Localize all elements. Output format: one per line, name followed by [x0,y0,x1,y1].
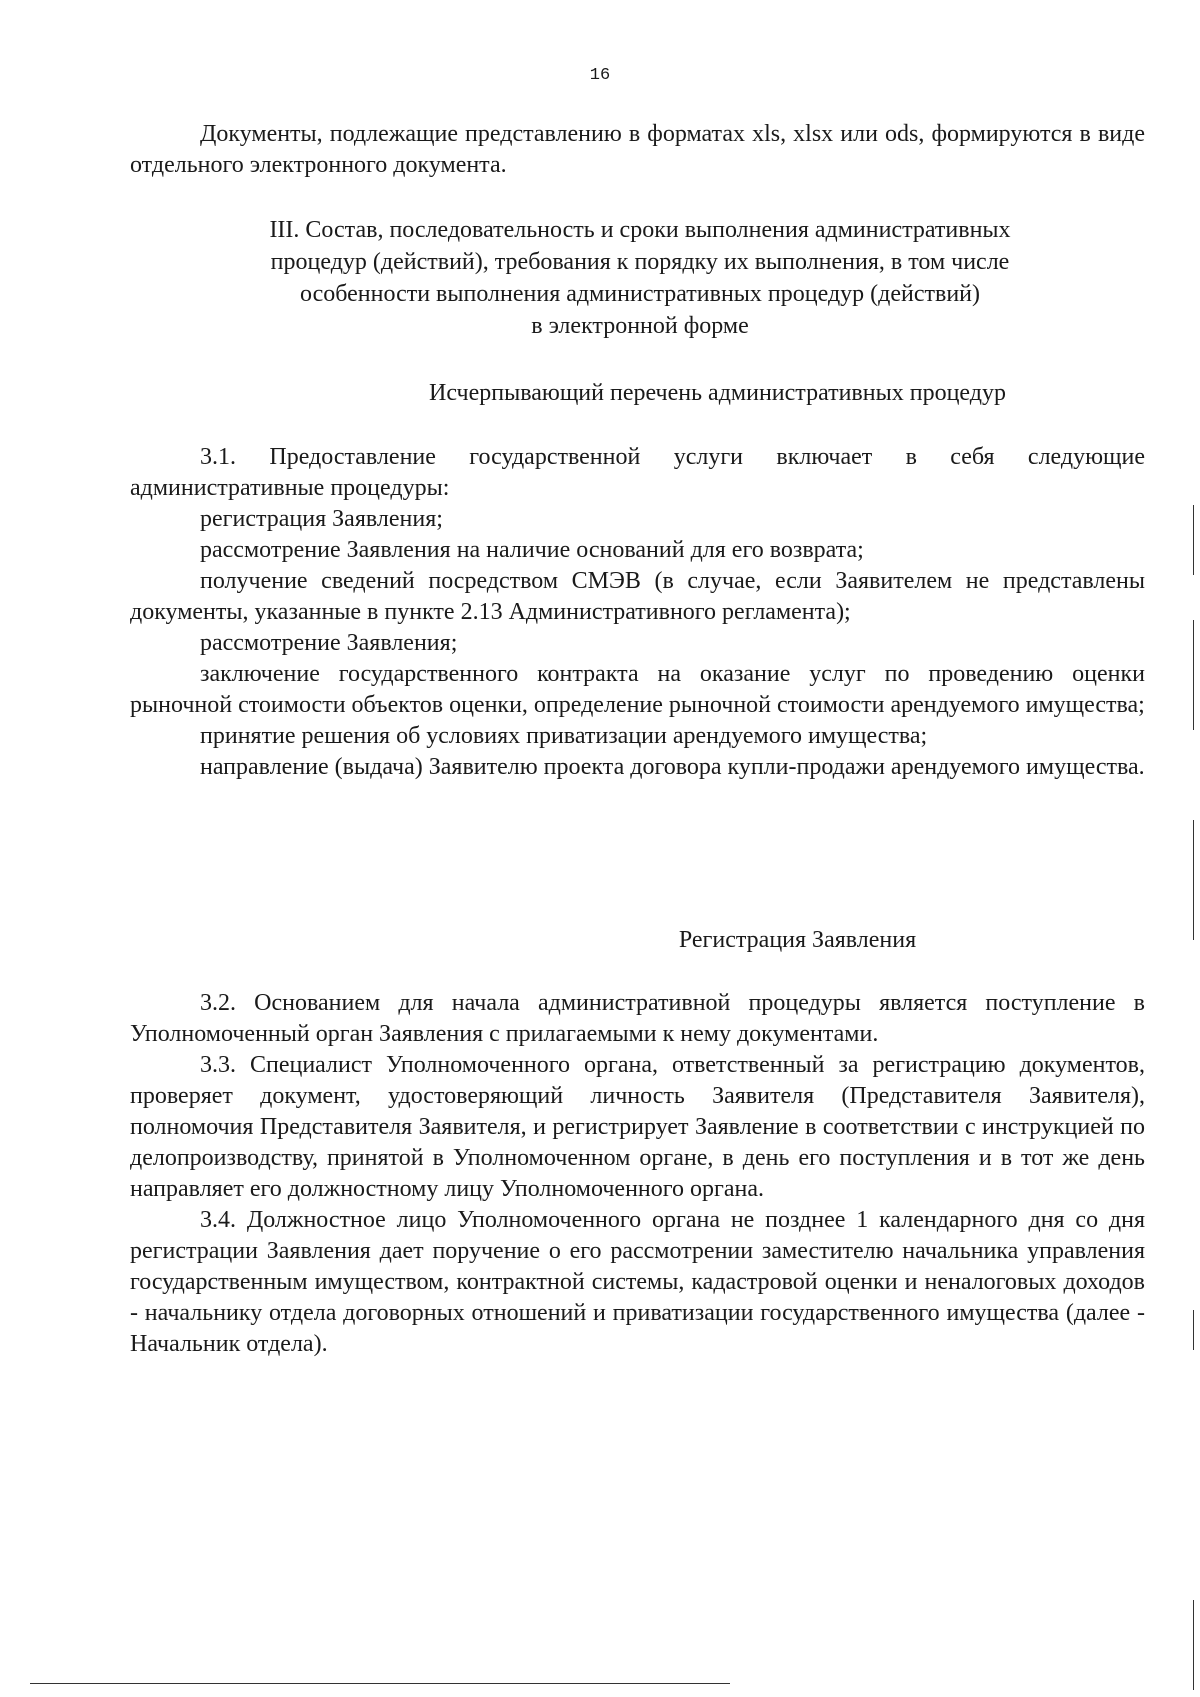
procedure-item: направление (выдача) Заявителю проекта договора купли-продажи арендуемого имущества. [200,754,1145,780]
section-title-line: процедур (действий), требования к порядку их выполнения, в том числе [270,249,1010,275]
registration-paragraph: 3.2. Основанием для начала административной процедуры является поступление в Уполномоченный орган Заявления с прилагаемыми к нему документами. [130,990,1145,1047]
procedures-block [130,442,1145,783]
registration-block [130,988,1145,1360]
intro-block [130,119,1145,181]
intro-paragraph: Документы, подлежащие представлению в форматах xls, xlsx или ods, формируются в виде отдельного электронного документа. [130,121,1145,178]
procedure-item: рассмотрение Заявления на наличие оснований для его возврата; [200,537,864,563]
scan-artifact [1193,1600,1194,1690]
section-title-line: III. Состав, последовательность и сроки выполнения административных [269,217,1011,243]
footer-rule [30,1683,730,1684]
procedure-item: получение сведений посредством СМЭВ (в случае, если Заявителем не представлены документы, указанные в пункте 2.13 Административного регламента); [130,568,1145,625]
scan-artifact [1193,820,1194,940]
registration-paragraph: 3.3. Специалист Уполномоченного органа, ответственный за регистрацию документов, проверяет документ, удостоверяющий личность Заявителя (Представителя Заявителя), полномочия Представителя Заявителя, и регистрирует Заявление в соответствии с инструкцией по делопроизводству, принятой в Уполномоченном органе, в день его поступления и в тот же день направляет его должностному лицу Уполномоченного органа. [130,1052,1145,1202]
scan-artifact [1193,505,1194,575]
section-title-line: особенности выполнения административных процедур (действий) [299,281,980,307]
procedure-item: рассмотрение Заявления; [200,630,458,656]
procedure-item: заключение государственного контракта на оказание услуг по проведению оценки рыночной стоимости объектов оценки, определение рыночной стоимости арендуемого имущества; [130,661,1145,718]
section-title [150,214,1130,342]
scan-artifact [1193,620,1194,730]
registration-heading: Регистрация Заявления [678,927,917,953]
page-number: 16 [589,66,611,85]
procedure-item: принятие решения об условиях приватизации арендуемого имущества; [200,723,928,749]
section-title-line: в электронной форме [531,313,749,339]
procedure-item: регистрация Заявления; [200,506,443,532]
registration-paragraph: 3.4. Должностное лицо Уполномоченного органа не позднее 1 календарного дня со дня регистрации Заявления дает поручение о его рассмотрении заместителю начальника управления государственным имуществом, контрактной системы, кадастровой оценки и неналоговых доходов - начальнику отдела договорных отношений и приватизации государственного имущества (далее - Начальник отдела). [130,1207,1145,1357]
procedures-lead: 3.1. Предоставление государственной услуги включает в себя следующие административные процедуры: [130,444,1145,501]
scan-artifact [1193,1310,1194,1350]
procedures-heading: Исчерпывающий перечень административных процедур [429,380,1006,406]
